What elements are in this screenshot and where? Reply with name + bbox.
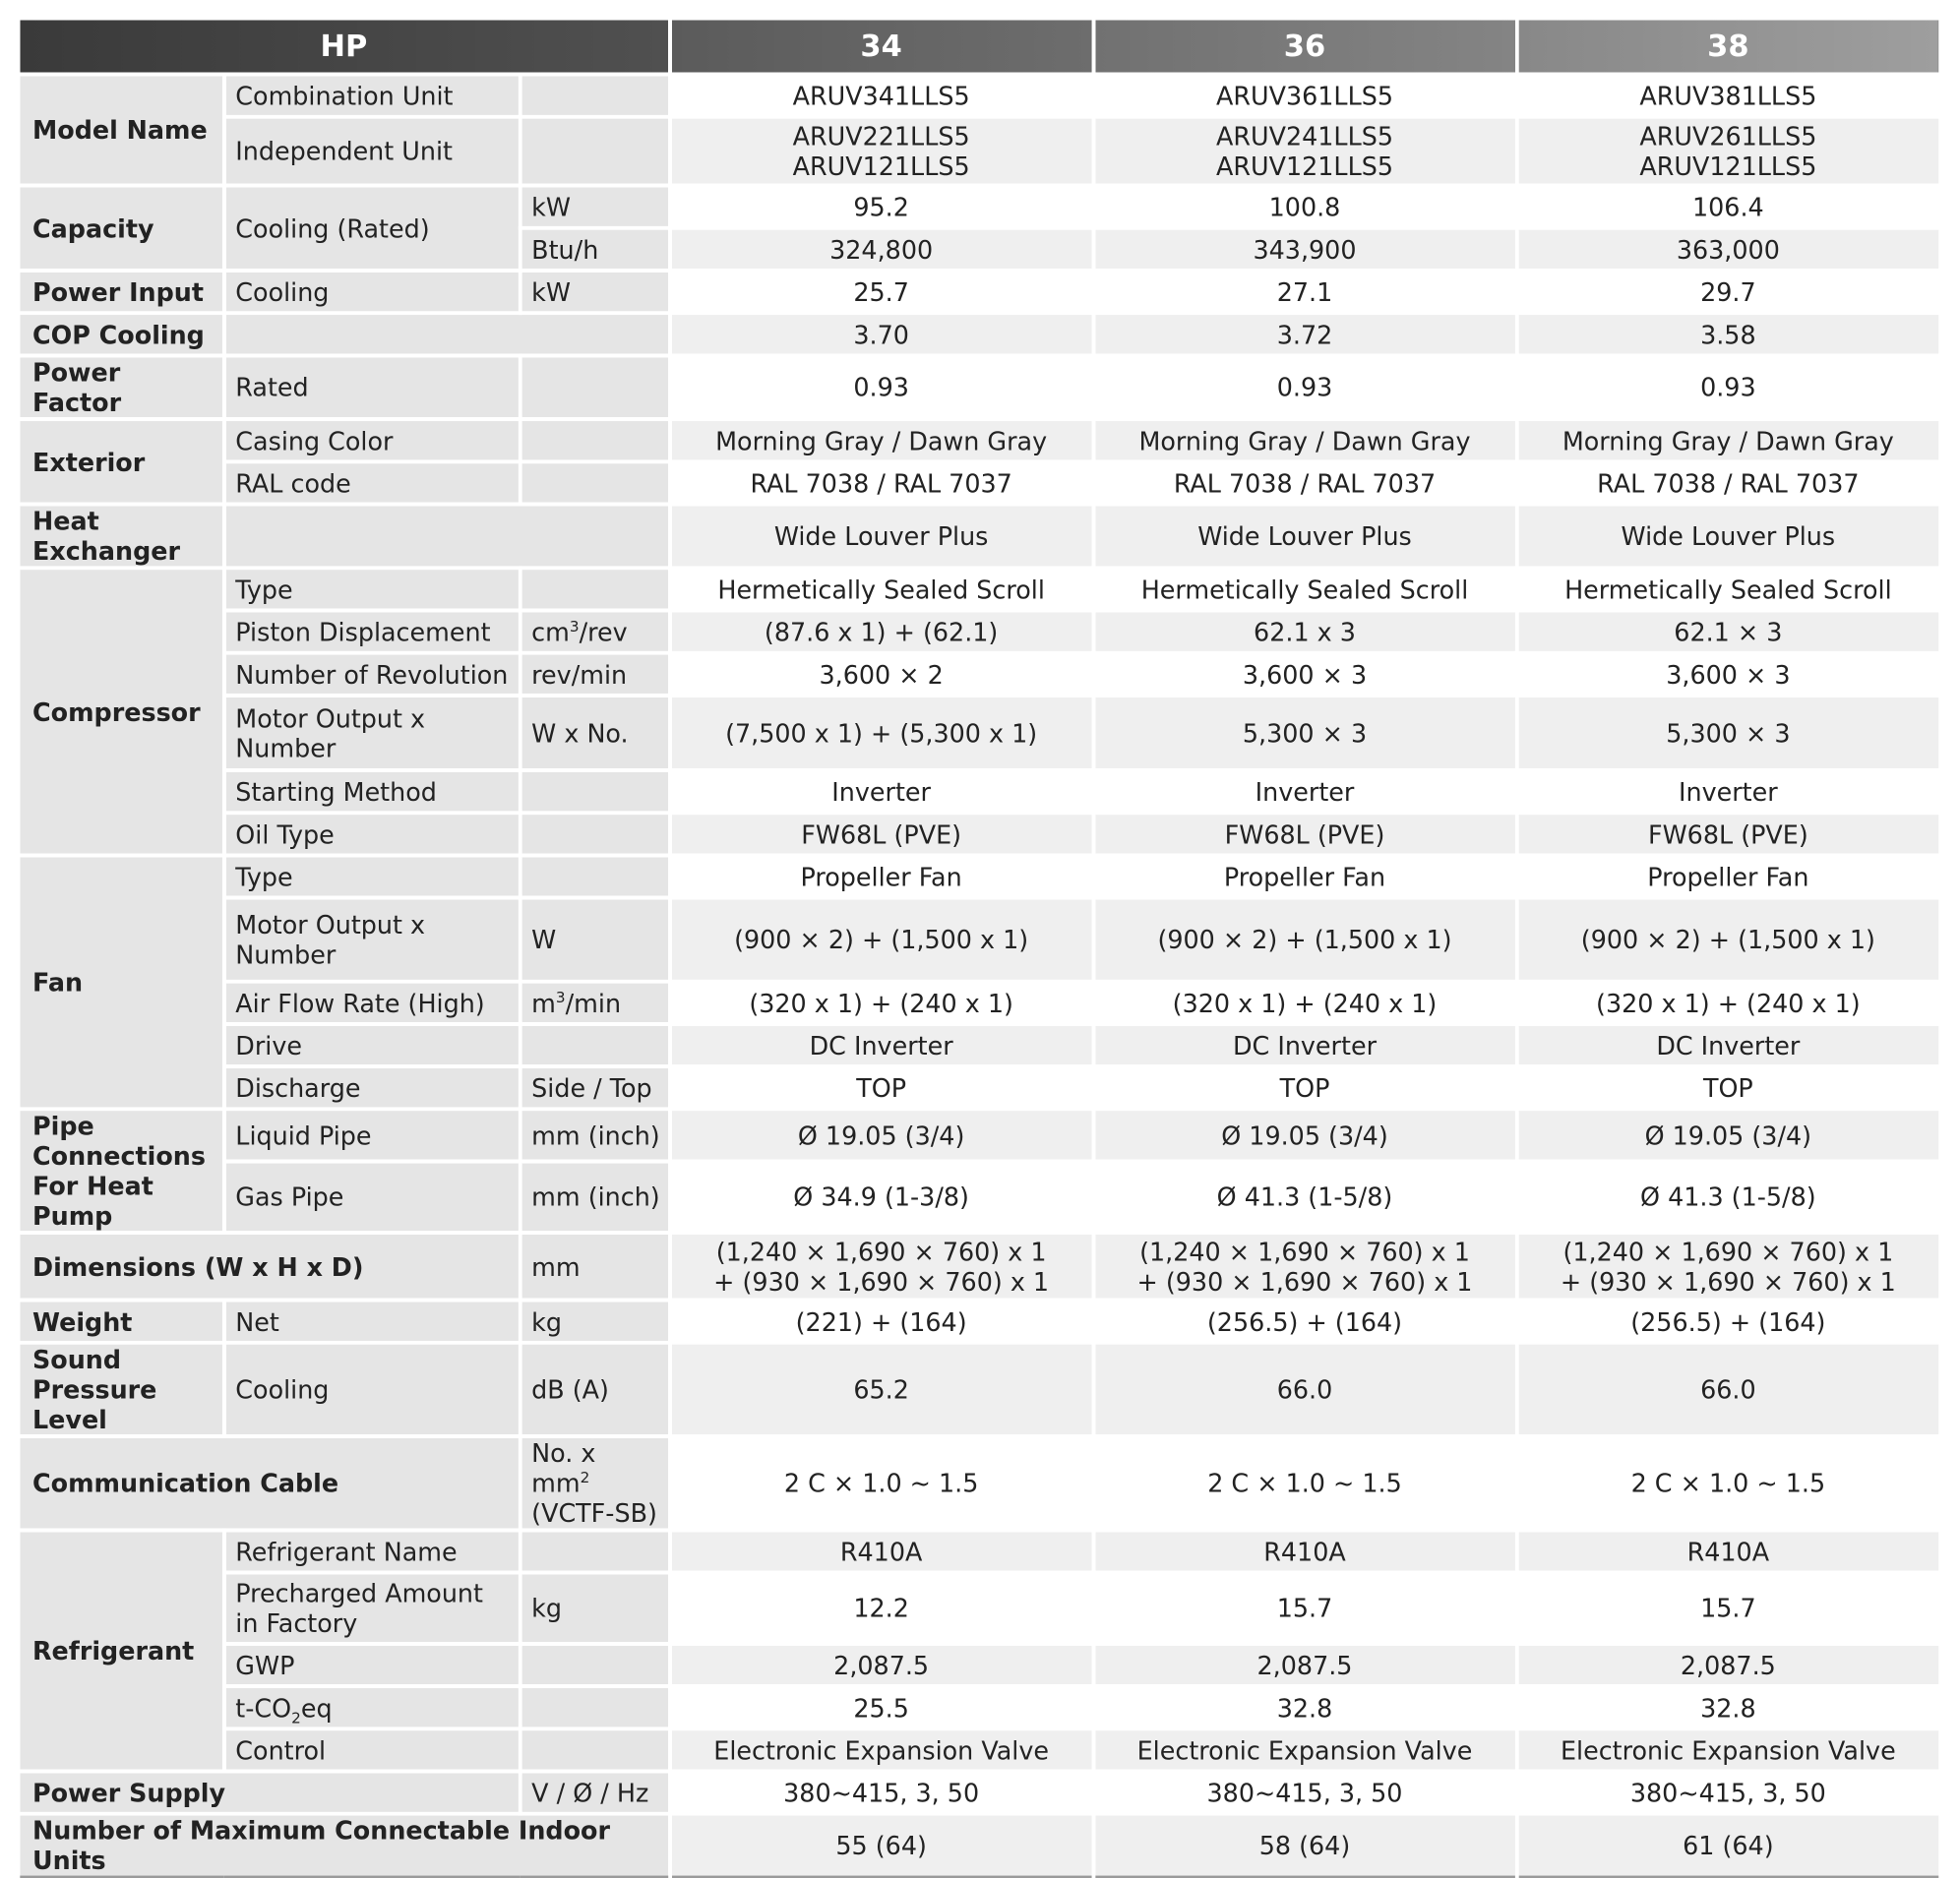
header-row — [20, 20, 1939, 74]
value-cell-36: 58 (64) — [1093, 1814, 1516, 1877]
value-cell-38: R410A — [1516, 1530, 1939, 1572]
value-cell-34: 3,600 × 2 — [669, 653, 1092, 696]
row-label-weight: Weight — [20, 1301, 223, 1343]
value-cell-38: (900 × 2) + (1,500 x 1) — [1516, 898, 1939, 982]
unit-label: Btu/h — [520, 228, 669, 271]
value-cell-34: 324,800 — [669, 228, 1092, 271]
value-cell-38: (320 x 1) + (240 x 1) — [1516, 982, 1939, 1024]
value-cell-36: (900 × 2) + (1,500 x 1) — [1093, 898, 1516, 982]
value-cell-38: 363,000 — [1516, 228, 1939, 271]
value-cell-38: 29.7 — [1516, 271, 1939, 313]
value-cell-38: Propeller Fan — [1516, 855, 1939, 897]
value-cell-36: 32.8 — [1093, 1686, 1516, 1728]
value-cell-34: 65.2 — [669, 1343, 1092, 1436]
value-cell-34: (1,240 × 1,690 × 760) x 1 + (930 × 1,690 × 760) x 1 — [669, 1233, 1092, 1301]
table-row — [20, 1772, 1939, 1814]
sub-label: RAL code — [223, 461, 520, 504]
value-cell-36: (320 x 1) + (240 x 1) — [1093, 982, 1516, 1024]
value-cell-38: 15.7 — [1516, 1573, 1939, 1644]
value-cell-34: 0.93 — [669, 355, 1092, 419]
value-cell-34: 380~415, 3, 50 — [669, 1772, 1092, 1814]
table-row — [20, 271, 1939, 313]
value-cell-38: Inverter — [1516, 770, 1939, 813]
value-cell-36: 62.1 x 3 — [1093, 610, 1516, 652]
unit-label — [520, 461, 669, 504]
value-cell-38: 66.0 — [1516, 1343, 1939, 1436]
table-row — [20, 1343, 1939, 1436]
value-cell-34: (320 x 1) + (240 x 1) — [669, 982, 1092, 1024]
table-row — [20, 653, 1939, 696]
value-cell-36: ARUV241LLS5 ARUV121LLS5 — [1093, 117, 1516, 186]
row-label-heat-exchanger: Heat Exchanger — [20, 505, 223, 569]
unit-label: W x No. — [520, 696, 669, 770]
value-cell-34: DC Inverter — [669, 1024, 1092, 1066]
table-row — [20, 1024, 1939, 1066]
value-cell-34: Hermetically Sealed Scroll — [669, 568, 1092, 610]
value-cell-36: 3,600 × 3 — [1093, 653, 1516, 696]
table-row — [20, 1162, 1939, 1233]
value-cell-38: 106.4 — [1516, 186, 1939, 228]
sub-label: Oil Type — [223, 813, 520, 855]
value-cell-38: FW68L (PVE) — [1516, 813, 1939, 855]
sub-label: Cooling — [223, 1343, 520, 1436]
value-cell-38: Wide Louver Plus — [1516, 505, 1939, 569]
unit-label — [520, 117, 669, 186]
row-label-power-factor: Power Factor — [20, 355, 223, 419]
sub-label: Air Flow Rate (High) — [223, 982, 520, 1024]
unit-label — [520, 1728, 669, 1771]
sub-label: Liquid Pipe — [223, 1109, 520, 1161]
value-cell-38: Ø 19.05 (3/4) — [1516, 1109, 1939, 1161]
row-label-power-input: Power Input — [20, 271, 223, 313]
value-cell-38: DC Inverter — [1516, 1024, 1939, 1066]
unit-label: mm (inch) — [520, 1162, 669, 1233]
value-cell-34: Propeller Fan — [669, 855, 1092, 897]
value-cell-34: 25.5 — [669, 1686, 1092, 1728]
row-label-refrigerant: Refrigerant — [20, 1530, 223, 1771]
value-cell-34: (7,500 x 1) + (5,300 x 1) — [669, 696, 1092, 770]
sub-label: Cooling (Rated) — [223, 186, 520, 271]
value-cell-38: ARUV261LLS5 ARUV121LLS5 — [1516, 117, 1939, 186]
unit-label: V / Ø / Hz — [520, 1772, 669, 1814]
unit-label: kg — [520, 1301, 669, 1343]
table-row — [20, 898, 1939, 982]
sub-label: Casing Color — [223, 419, 520, 461]
sub-label: Refrigerant Name — [223, 1530, 520, 1572]
unit-label: W — [520, 898, 669, 982]
value-cell-38: 32.8 — [1516, 1686, 1939, 1728]
sub-label: Cooling — [223, 271, 520, 313]
value-cell-38: (1,240 × 1,690 × 760) x 1 + (930 × 1,690 × 760) x 1 — [1516, 1233, 1939, 1301]
value-cell-34: 12.2 — [669, 1573, 1092, 1644]
value-cell-38: 62.1 × 3 — [1516, 610, 1939, 652]
sub-label: Type — [223, 855, 520, 897]
sub-label: Starting Method — [223, 770, 520, 813]
sub-label: Drive — [223, 1024, 520, 1066]
table-row — [20, 355, 1939, 419]
table-row — [20, 186, 1939, 228]
column-header-36: 36 — [1093, 20, 1516, 74]
value-cell-36: 3.72 — [1093, 313, 1516, 355]
unit-label — [520, 419, 669, 461]
value-cell-34: Ø 19.05 (3/4) — [669, 1109, 1092, 1161]
sub-label: Net — [223, 1301, 520, 1343]
row-label-power-supply: Power Supply — [20, 1772, 520, 1814]
row-label-pipe-connections-for-heat-pump: Pipe Connections For Heat Pump — [20, 1109, 223, 1233]
value-cell-38: RAL 7038 / RAL 7037 — [1516, 461, 1939, 504]
column-header-34: 34 — [669, 20, 1092, 74]
table-row — [20, 610, 1939, 652]
value-cell-36: 5,300 × 3 — [1093, 696, 1516, 770]
table-row — [20, 1573, 1939, 1644]
value-cell-36: ARUV361LLS5 — [1093, 75, 1516, 117]
value-cell-36: Electronic Expansion Valve — [1093, 1728, 1516, 1771]
row-label-cop-cooling: COP Cooling — [20, 313, 223, 355]
unit-label: mm (inch) — [520, 1109, 669, 1161]
sub-label: Motor Output x Number — [223, 898, 520, 982]
value-cell-34: (221) + (164) — [669, 1301, 1092, 1343]
value-cell-34: RAL 7038 / RAL 7037 — [669, 461, 1092, 504]
table-row — [20, 1436, 1939, 1530]
sub-label: Precharged Amount in Factory — [223, 1573, 520, 1644]
value-cell-36: 2 C × 1.0 ~ 1.5 — [1093, 1436, 1516, 1530]
value-cell-34: Wide Louver Plus — [669, 505, 1092, 569]
column-header-38: 38 — [1516, 20, 1939, 74]
value-cell-36: 0.93 — [1093, 355, 1516, 419]
table-row — [20, 855, 1939, 897]
unit-label — [520, 568, 669, 610]
value-cell-34: 25.7 — [669, 271, 1092, 313]
unit-label: $cm^3$/rev — [520, 610, 669, 652]
value-cell-36: 343,900 — [1093, 228, 1516, 271]
hp-header: HP — [20, 20, 669, 74]
table-row — [20, 813, 1939, 855]
value-cell-34: Electronic Expansion Valve — [669, 1728, 1092, 1771]
value-cell-36: Ø 41.3 (1-5/8) — [1093, 1162, 1516, 1233]
value-cell-38: Ø 41.3 (1-5/8) — [1516, 1162, 1939, 1233]
table-row — [20, 75, 1939, 117]
value-cell-34: 2,087.5 — [669, 1644, 1092, 1686]
value-cell-34: ARUV341LLS5 — [669, 75, 1092, 117]
value-cell-34: (87.6 x 1) + (62.1) — [669, 610, 1092, 652]
unit-label: rev/min — [520, 653, 669, 696]
value-cell-38: Electronic Expansion Valve — [1516, 1728, 1939, 1771]
value-cell-38: (256.5) + (164) — [1516, 1301, 1939, 1343]
table-row — [20, 505, 1939, 569]
value-cell-34: Inverter — [669, 770, 1092, 813]
unit-label — [520, 855, 669, 897]
unit-label — [520, 1686, 669, 1728]
unit-label: Side / Top — [520, 1066, 669, 1109]
value-cell-36: Wide Louver Plus — [1093, 505, 1516, 569]
sub-label: Combination Unit — [223, 75, 520, 117]
sub-label: Number of Revolution — [223, 653, 520, 696]
value-cell-36: Inverter — [1093, 770, 1516, 813]
value-cell-36: 66.0 — [1093, 1343, 1516, 1436]
unit-label — [520, 1530, 669, 1572]
sub-label: Motor Output x Number — [223, 696, 520, 770]
value-cell-36: RAL 7038 / RAL 7037 — [1093, 461, 1516, 504]
table-row — [20, 1066, 1939, 1109]
value-cell-34: Ø 34.9 (1-3/8) — [669, 1162, 1092, 1233]
value-cell-34: 95.2 — [669, 186, 1092, 228]
sub-label: Piston Displacement — [223, 610, 520, 652]
table-row — [20, 1530, 1939, 1572]
value-cell-36: DC Inverter — [1093, 1024, 1516, 1066]
table-row — [20, 313, 1939, 355]
unit-label — [520, 355, 669, 419]
unit-label: No. x $mm^2$ (VCTF-SB) — [520, 1436, 669, 1530]
row-label-communication-cable: Communication Cable — [20, 1436, 520, 1530]
sub-label: Discharge — [223, 1066, 520, 1109]
value-cell-36: R410A — [1093, 1530, 1516, 1572]
value-cell-36: TOP — [1093, 1066, 1516, 1109]
sub-label — [223, 505, 669, 569]
table-row — [20, 982, 1939, 1024]
table-row — [20, 1301, 1939, 1343]
value-cell-36: Ø 19.05 (3/4) — [1093, 1109, 1516, 1161]
table-row — [20, 770, 1939, 813]
sub-label — [223, 313, 669, 355]
value-cell-36: FW68L (PVE) — [1093, 813, 1516, 855]
table-row — [20, 1109, 1939, 1161]
value-cell-38: 0.93 — [1516, 355, 1939, 419]
sub-label: Control — [223, 1728, 520, 1771]
unit-label — [520, 770, 669, 813]
table-row — [20, 1728, 1939, 1771]
table-row — [20, 1233, 1939, 1301]
table-row — [20, 419, 1939, 461]
value-cell-38: Morning Gray / Dawn Gray — [1516, 419, 1939, 461]
value-cell-34: Morning Gray / Dawn Gray — [669, 419, 1092, 461]
row-label-compressor: Compressor — [20, 568, 223, 855]
value-cell-34: 55 (64) — [669, 1814, 1092, 1877]
unit-label: $m^3/\min$ — [520, 982, 669, 1024]
value-cell-34: TOP — [669, 1066, 1092, 1109]
value-cell-36: (1,240 × 1,690 × 760) x 1 + (930 × 1,690 × 760) x 1 — [1093, 1233, 1516, 1301]
value-cell-34: FW68L (PVE) — [669, 813, 1092, 855]
value-cell-38: TOP — [1516, 1066, 1939, 1109]
value-cell-38: 3.58 — [1516, 313, 1939, 355]
value-cell-34: (900 × 2) + (1,500 x 1) — [669, 898, 1092, 982]
value-cell-38: Hermetically Sealed Scroll — [1516, 568, 1939, 610]
sub-label: $t-CO_2eq$ — [223, 1686, 520, 1728]
unit-label — [520, 1644, 669, 1686]
value-cell-36: 2,087.5 — [1093, 1644, 1516, 1686]
value-cell-36: Morning Gray / Dawn Gray — [1093, 419, 1516, 461]
unit-label: mm — [520, 1233, 669, 1301]
unit-label — [520, 813, 669, 855]
table-row — [20, 1686, 1939, 1728]
table-row — [20, 696, 1939, 770]
spec-table — [20, 20, 1941, 1878]
sub-label: GWP — [223, 1644, 520, 1686]
value-cell-36: 100.8 — [1093, 186, 1516, 228]
sub-label: Gas Pipe — [223, 1162, 520, 1233]
value-cell-38: 2 C × 1.0 ~ 1.5 — [1516, 1436, 1939, 1530]
unit-label — [520, 1024, 669, 1066]
table-row — [20, 1814, 1939, 1877]
value-cell-38: 3,600 × 3 — [1516, 653, 1939, 696]
value-cell-36: 15.7 — [1093, 1573, 1516, 1644]
value-cell-36: Hermetically Sealed Scroll — [1093, 568, 1516, 610]
value-cell-36: (256.5) + (164) — [1093, 1301, 1516, 1343]
unit-label — [520, 75, 669, 117]
value-cell-34: ARUV221LLS5 ARUV121LLS5 — [669, 117, 1092, 186]
table-row — [20, 117, 1939, 186]
value-cell-38: 2,087.5 — [1516, 1644, 1939, 1686]
row-label-model-name: Model Name — [20, 75, 223, 186]
unit-label: kW — [520, 186, 669, 228]
unit-label: dB (A) — [520, 1343, 669, 1436]
value-cell-34: R410A — [669, 1530, 1092, 1572]
table-row — [20, 1644, 1939, 1686]
sub-label: Independent Unit — [223, 117, 520, 186]
value-cell-38: 61 (64) — [1516, 1814, 1939, 1877]
table-row — [20, 568, 1939, 610]
value-cell-36: Propeller Fan — [1093, 855, 1516, 897]
value-cell-36: 27.1 — [1093, 271, 1516, 313]
row-label-fan: Fan — [20, 855, 223, 1109]
row-label-dimensions-w-x-h-x-d: Dimensions (W x H x D) — [20, 1233, 520, 1301]
table-row — [20, 461, 1939, 504]
value-cell-38: 5,300 × 3 — [1516, 696, 1939, 770]
sub-label: Type — [223, 568, 520, 610]
row-label-capacity: Capacity — [20, 186, 223, 271]
row-label-number-of-maximum-connectable-indoor-units: Number of Maximum Connectable Indoor Units — [20, 1814, 669, 1877]
value-cell-38: 380~415, 3, 50 — [1516, 1772, 1939, 1814]
row-label-exterior: Exterior — [20, 419, 223, 504]
unit-label: kg — [520, 1573, 669, 1644]
spec-body — [20, 75, 1939, 1877]
value-cell-36: 380~415, 3, 50 — [1093, 1772, 1516, 1814]
row-label-sound-pressure-level: Sound Pressure Level — [20, 1343, 223, 1436]
value-cell-34: 2 C × 1.0 ~ 1.5 — [669, 1436, 1092, 1530]
sub-label: Rated — [223, 355, 520, 419]
value-cell-38: ARUV381LLS5 — [1516, 75, 1939, 117]
value-cell-34: 3.70 — [669, 313, 1092, 355]
unit-label: kW — [520, 271, 669, 313]
